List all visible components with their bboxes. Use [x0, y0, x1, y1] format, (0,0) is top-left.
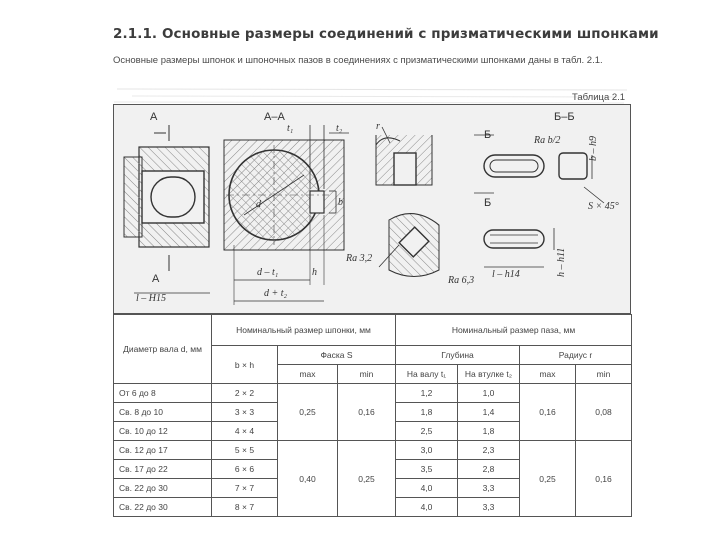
dimensions-table	[113, 314, 632, 517]
table-header-row-1	[114, 315, 632, 346]
cell-t1: 3,0	[396, 441, 458, 460]
dim-rab2: Ra b/2	[534, 135, 561, 146]
cell-diameter: Св. 17 до 22	[114, 460, 212, 479]
header-r-max: max	[520, 365, 576, 384]
view-a-shaft	[124, 125, 210, 293]
cell-s-min: 0,16	[338, 384, 396, 441]
cell-s-max: 0,25	[278, 384, 338, 441]
cell-b-x-h: 3 × 3	[212, 403, 278, 422]
header-on-shaft: На валу t₁	[396, 365, 458, 384]
header-r-min: min	[576, 365, 632, 384]
intro-paragraph: Основные размеры шпонок и шпоночных пазов в соединениях с призматическими шпонками даны в табл. 2.1.	[113, 55, 603, 66]
header-s-max: max	[278, 365, 338, 384]
dim-d-minus-t1: d – t₁	[257, 267, 279, 278]
view-aa-section	[224, 125, 349, 305]
dim-d: d	[256, 199, 261, 210]
cell-diameter: Св. 12 до 17	[114, 441, 212, 460]
dim-ra32: Ra 3,2	[346, 253, 373, 264]
dim-t2: t₂	[336, 123, 343, 134]
header-s-min: min	[338, 365, 396, 384]
header-nominal-key: Номинальный размер шпонки, мм	[212, 315, 396, 346]
dim-b-h9: b – h9	[588, 136, 599, 161]
header-nominal-groove: Номинальный размер паза, мм	[396, 315, 632, 346]
cell-b-x-h: 2 × 2	[212, 384, 278, 403]
cell-b-x-h: 8 × 7	[212, 498, 278, 517]
dim-d-plus-t2: d + t₂	[264, 288, 288, 299]
cell-b-x-h: 7 × 7	[212, 479, 278, 498]
section-heading: 2.1.1. Основные размеры соединений с призматическими шпонками	[113, 26, 659, 42]
cell-t2: 2,3	[458, 441, 520, 460]
cell-t1: 2,5	[396, 422, 458, 441]
table-caption: Таблица 2.1	[572, 92, 626, 103]
cell-t2: 1,0	[458, 384, 520, 403]
dim-b: b	[338, 197, 343, 208]
dim-t1: t₁	[287, 123, 294, 134]
cell-t2: 1,4	[458, 403, 520, 422]
view-label-aa: А–А	[264, 111, 285, 123]
header-chamfer: Фаска S	[278, 346, 396, 365]
cell-t2: 2,8	[458, 460, 520, 479]
cell-r-min: 0,08	[576, 384, 632, 441]
groove-detail-top	[376, 127, 432, 185]
cell-diameter: Св. 22 до 30	[114, 479, 212, 498]
table-row	[114, 384, 632, 403]
cell-t2: 3,3	[458, 498, 520, 517]
dim-l-h15: l – H15	[136, 293, 166, 304]
cell-diameter: Св. 10 до 12	[114, 422, 212, 441]
header-depth: Глубина	[396, 346, 520, 365]
dim-h: h	[312, 267, 317, 278]
cell-r-min: 0,16	[576, 441, 632, 517]
view-label-b-bottom: Б	[484, 197, 492, 209]
cell-diameter: От 6 до 8	[114, 384, 212, 403]
groove-detail-bottom	[379, 214, 439, 277]
header-diameter: Диаметр вала d, мм	[114, 315, 212, 384]
dim-chamfer: S × 45°	[588, 201, 619, 212]
view-label-bb: Б–Б	[554, 111, 575, 123]
scan-noise	[112, 85, 632, 105]
cell-t1: 4,0	[396, 498, 458, 517]
view-label-a: А	[150, 111, 158, 123]
cell-t1: 1,2	[396, 384, 458, 403]
view-label-a-bottom: А	[152, 273, 160, 285]
dim-l-h14: l – h14	[492, 269, 520, 280]
cell-r-max: 0,16	[520, 384, 576, 441]
cell-diameter: Св. 22 до 30	[114, 498, 212, 517]
header-b-x-h: b × h	[212, 346, 278, 384]
dim-ra63: Ra 6,3	[448, 275, 475, 286]
dim-r: r	[376, 121, 380, 132]
cell-s-max: 0,40	[278, 441, 338, 517]
cell-b-x-h: 6 × 6	[212, 460, 278, 479]
cell-t2: 1,8	[458, 422, 520, 441]
cell-t1: 1,8	[396, 403, 458, 422]
view-bb-key	[474, 135, 604, 267]
cell-r-max: 0,25	[520, 441, 576, 517]
key-joint-drawing	[113, 104, 631, 314]
cell-b-x-h: 5 × 5	[212, 441, 278, 460]
cell-t1: 4,0	[396, 479, 458, 498]
dim-h-h11: h – h11	[556, 247, 567, 277]
cell-s-min: 0,25	[338, 441, 396, 517]
header-radius: Радиус r	[520, 346, 632, 365]
cell-diameter: Св. 8 до 10	[114, 403, 212, 422]
header-on-hub: На втулке t₂	[458, 365, 520, 384]
cell-t2: 3,3	[458, 479, 520, 498]
view-label-b-top: Б	[484, 129, 492, 141]
cell-b-x-h: 4 × 4	[212, 422, 278, 441]
cell-t1: 3,5	[396, 460, 458, 479]
table-row	[114, 441, 632, 460]
